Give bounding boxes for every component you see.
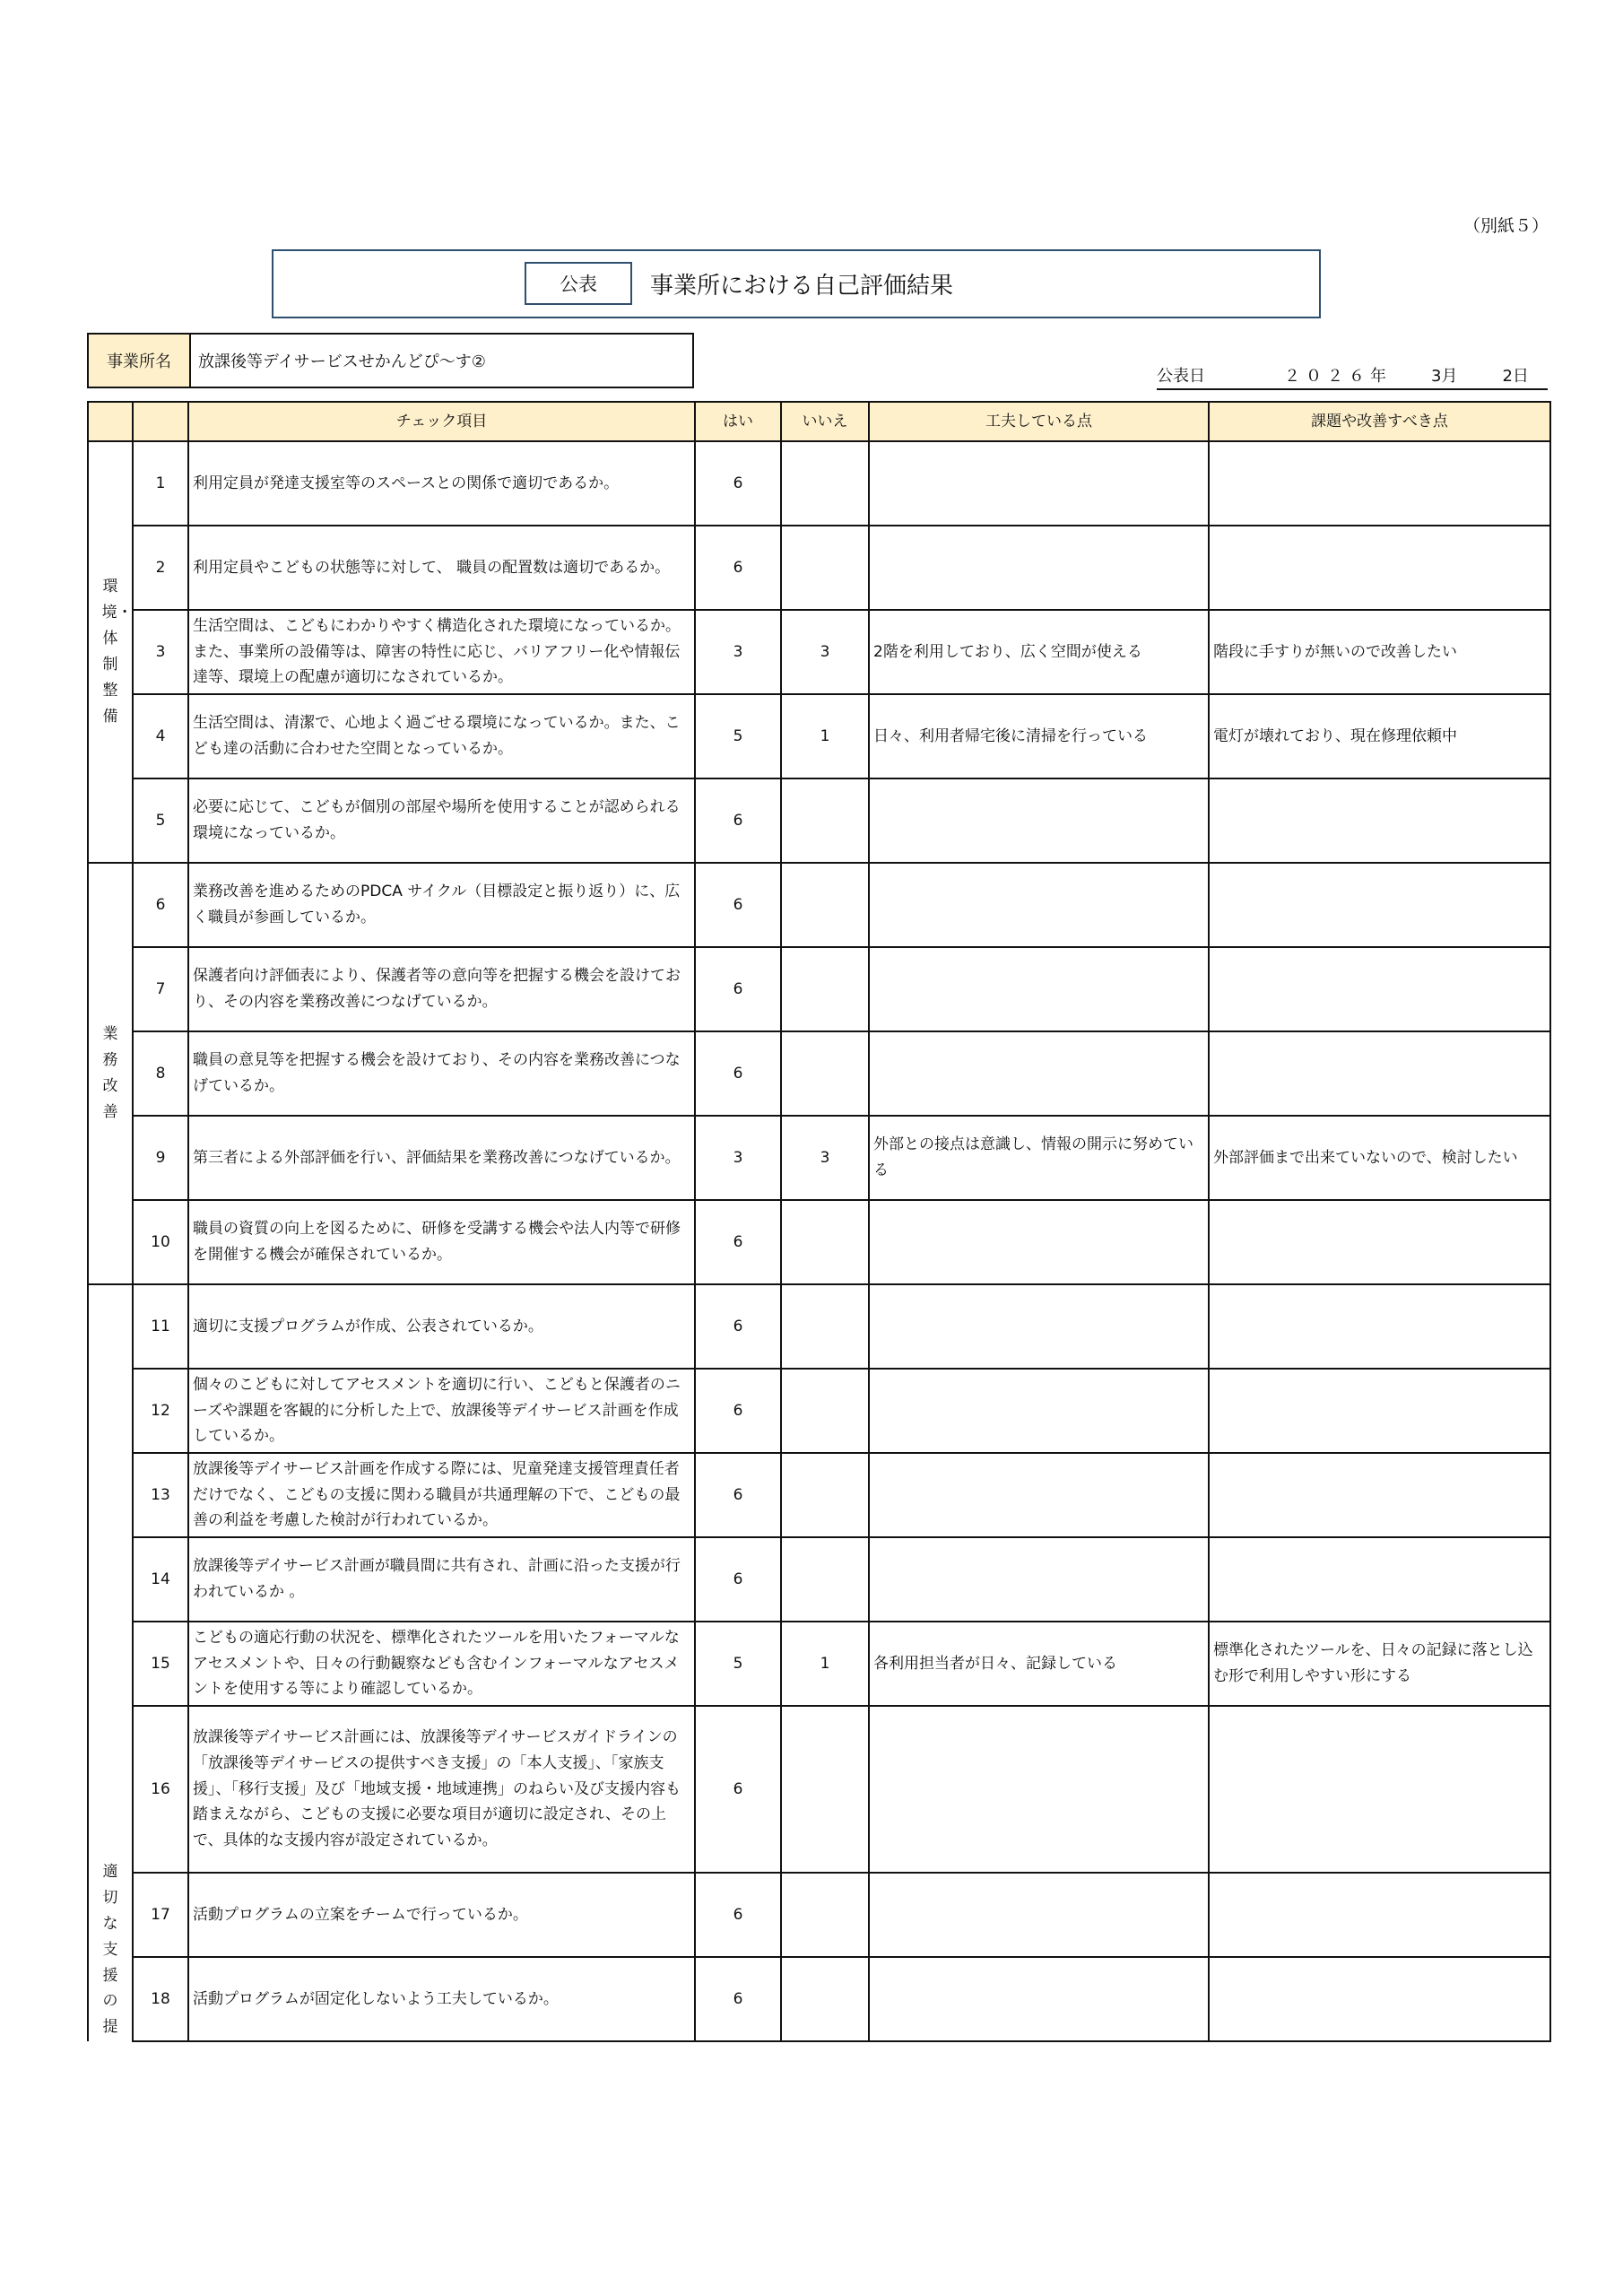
publication-date [1157,363,1548,390]
no-count [781,863,869,947]
header-check-item: チェック項目 [188,402,695,441]
yes-count: 6 [695,526,781,610]
office-name: 放課後等デイサービスせかんどぴ～す② [198,352,486,371]
publication-year: ２０２６年 [1284,367,1392,386]
table-row [88,610,1550,694]
check-item: 業務改善を進めるためのPDCA サイクル（目標設定と振り返り）に、広く職員が参画しているか。 [188,863,695,947]
no-count: 1 [781,1622,869,1706]
title-box [272,249,1321,318]
check-item: 必要に応じて、こどもが個別の部屋や場所を使用することが認められる環境になっているか。 [188,778,695,863]
yes-count: 6 [695,778,781,863]
category-support [88,1284,133,2041]
effort-note [869,1031,1209,1116]
check-item: 第三者による外部評価を行い、評価結果を業務改善につなげているか。 [188,1116,695,1200]
row-number: 10 [133,1200,188,1284]
yes-count: 3 [695,1116,781,1200]
table-header-row [88,402,1550,441]
yes-count: 6 [695,1031,781,1116]
yes-count: 6 [695,441,781,526]
table-row [88,1116,1550,1200]
category-environment [88,441,133,863]
no-count [781,1031,869,1116]
row-number: 7 [133,947,188,1031]
no-count: 1 [781,694,869,778]
row-number: 11 [133,1284,188,1369]
row-number: 16 [133,1706,188,1873]
effort-note [869,1369,1209,1453]
issue-note [1209,1706,1550,1873]
effort-note [869,1957,1209,2041]
row-number: 13 [133,1453,188,1537]
check-item: 生活空間は、清潔で、心地よく過ごせる環境になっているか。また、こども達の活動に合わせた空間となっているか。 [188,694,695,778]
issue-note [1209,1284,1550,1369]
row-number: 1 [133,441,188,526]
effort-note [869,1200,1209,1284]
header-effort: 工夫している点 [869,402,1209,441]
header-no: いいえ [781,402,869,441]
check-item: 活動プログラムが固定化しないよう工夫しているか。 [188,1957,695,2041]
no-count [781,1706,869,1873]
effort-note: 日々、利用者帰宅後に清掃を行っている [869,694,1209,778]
check-item: 職員の資質の向上を図るために、研修を受講する機会や法人内等で研修を開催する機会が確保されているか。 [188,1200,695,1284]
issue-note: 標準化されたツールを、日々の記録に落とし込む形で利用しやすい形にする [1209,1622,1550,1706]
header-yes: はい [695,402,781,441]
yes-count: 6 [695,1453,781,1537]
table-row [88,1706,1550,1873]
row-number: 2 [133,526,188,610]
yes-count: 6 [695,947,781,1031]
category-business [88,863,133,1284]
category-text: 業務改善 [102,1025,118,1121]
table-row [88,1284,1550,1369]
attachment-label: （別紙５） [1463,216,1549,236]
issue-note [1209,1453,1550,1537]
issue-note: 階段に手すりが無いので改善したい [1209,610,1550,694]
row-number: 9 [133,1116,188,1200]
issue-note [1209,778,1550,863]
check-item: 放課後等デイサービス計画には、放課後等デイサービスガイドラインの「放課後等デイサービスの提供すべき支援」の「本人支援」、「家族支援」、「移行支援」及び「地域支援・地域連携」のねらい及び支援内容も踏まえながら、こどもの支援に必要な項目が適切に設定され、その上で、具体的な支援内容が設定されているか。 [188,1706,695,1873]
category-text: 環境・体制整備 [101,578,133,726]
yes-count: 6 [695,1957,781,2041]
table-row [88,1537,1550,1622]
check-item: 活動プログラムの立案をチームで行っているか。 [188,1873,695,1957]
issue-note: 電灯が壊れており、現在修理依頼中 [1209,694,1550,778]
yes-count: 6 [695,1369,781,1453]
effort-note [869,1873,1209,1957]
table-row [88,863,1550,947]
yes-count: 6 [695,863,781,947]
check-item: 放課後等デイサービス計画が職員間に共有され、計画に沿った支援が行われているか 。 [188,1537,695,1622]
yes-count: 6 [695,1537,781,1622]
publication-month: 3月 [1431,367,1458,386]
office-box [87,333,694,388]
row-number: 18 [133,1957,188,2041]
no-count: 3 [781,1116,869,1200]
check-item: 個々のこどもに対してアセスメントを適切に行い、こどもと保護者のニーズや課題を客観的に分析した上で、放課後等デイサービス計画を作成しているか。 [188,1369,695,1453]
no-count [781,778,869,863]
issue-note [1209,1369,1550,1453]
check-item: こどもの適応行動の状況を、標準化されたツールを用いたフォーマルなアセスメントや、日々の行動観察なども含むインフォーマルなアセスメントを使用する等により確認しているか。 [188,1622,695,1706]
row-number: 4 [133,694,188,778]
issue-note: 外部評価まで出来ていないので、検討したい [1209,1116,1550,1200]
no-count [781,1284,869,1369]
row-number: 12 [133,1369,188,1453]
table-row [88,778,1550,863]
check-item: 放課後等デイサービス計画を作成する際には、児童発達支援管理責任者だけでなく、こどもの支援に関わる職員が共通理解の下で、こどもの最善の利益を考慮した検討が行われているか。 [188,1453,695,1537]
no-count [781,441,869,526]
effort-note [869,1706,1209,1873]
issue-note [1209,947,1550,1031]
yes-count: 6 [695,1706,781,1873]
no-count [781,1957,869,2041]
issue-note [1209,1031,1550,1116]
no-count [781,1369,869,1453]
table-row [88,694,1550,778]
table-row [88,1873,1550,1957]
no-count [781,1200,869,1284]
publication-day: 2日 [1502,367,1529,386]
table-row [88,1622,1550,1706]
effort-note [869,947,1209,1031]
evaluation-table [87,401,1551,2042]
table-row [88,1031,1550,1116]
effort-note: 2階を利用しており、広く空間が使える [869,610,1209,694]
effort-note [869,441,1209,526]
header-issue: 課題や改善すべき点 [1209,402,1550,441]
yes-count: 3 [695,610,781,694]
effort-note [869,863,1209,947]
issue-note [1209,863,1550,947]
effort-note: 外部との接点は意識し、情報の開示に努めている [869,1116,1209,1200]
yes-count: 6 [695,1200,781,1284]
effort-note: 各利用担当者が日々、記録している [869,1622,1209,1706]
no-count [781,526,869,610]
table-row [88,947,1550,1031]
page-title: 事業所における自己評価結果 [650,273,954,300]
check-item: 利用定員が発達支援室等のスペースとの関係で適切であるか。 [188,441,695,526]
no-count [781,1873,869,1957]
effort-note [869,1284,1209,1369]
yes-count: 5 [695,694,781,778]
effort-note [869,1453,1209,1537]
issue-note [1209,1873,1550,1957]
row-number: 17 [133,1873,188,1957]
yes-count: 6 [695,1284,781,1369]
header-number [133,402,188,441]
row-number: 5 [133,778,188,863]
no-count [781,1537,869,1622]
issue-note [1209,441,1550,526]
office-label: 事業所名 [89,335,191,387]
table-row [88,1957,1550,2041]
issue-note [1209,526,1550,610]
effort-note [869,1537,1209,1622]
row-number: 15 [133,1622,188,1706]
no-count [781,1453,869,1537]
check-item: 職員の意見等を把握する機会を設けており、その内容を業務改善につなげているか。 [188,1031,695,1116]
effort-note [869,778,1209,863]
check-item: 生活空間は、こどもにわかりやすく構造化された環境になっているか。また、事業所の設備等は、障害の特性に応じ、バリアフリー化や情報伝達等、環境上の配慮が適切になされているか。 [188,610,695,694]
table-row [88,441,1550,526]
check-item: 適切に支援プログラムが作成、公表されているか。 [188,1284,695,1369]
category-text: 適切な支援の提 [102,1863,118,2037]
issue-note [1209,1200,1550,1284]
table-row [88,526,1550,610]
row-number: 8 [133,1031,188,1116]
table-row [88,1200,1550,1284]
row-number: 3 [133,610,188,694]
row-number: 6 [133,863,188,947]
no-count [781,947,869,1031]
yes-count: 6 [695,1873,781,1957]
no-count: 3 [781,610,869,694]
header-category [88,402,133,441]
effort-note [869,526,1209,610]
yes-count: 5 [695,1622,781,1706]
table-row [88,1453,1550,1537]
row-number: 14 [133,1537,188,1622]
issue-note [1209,1537,1550,1622]
check-item: 利用定員やこどもの状態等に対して、 職員の配置数は適切であるか。 [188,526,695,610]
table-row [88,1369,1550,1453]
publication-date-label: 公表日 [1157,367,1205,386]
publication-badge: 公表 [525,262,632,305]
check-item: 保護者向け評価表により、保護者等の意向等を把握する機会を設けており、その内容を業務改善につなげているか。 [188,947,695,1031]
issue-note [1209,1957,1550,2041]
